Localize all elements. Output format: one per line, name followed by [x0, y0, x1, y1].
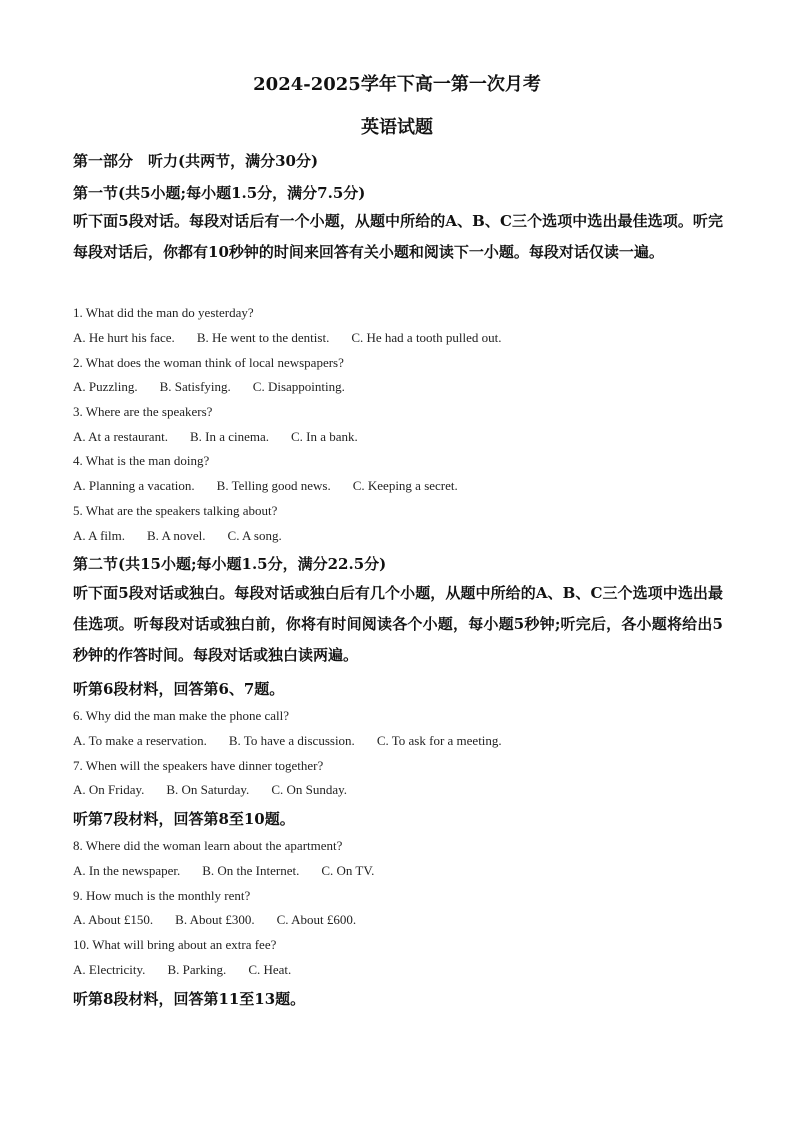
- options-4: [73, 478, 480, 494]
- section1-instructions: 听下面5段对话。每段对话后有一个小题，从题中所给的A、B、C三个选项中选出最佳选项。听完每段对话后，你都有10秒钟的时间来回答有关小题和阅读下一小题。每段对话仅读一遍。: [73, 212, 723, 261]
- option-1b: B. He went to the dentist.: [196, 330, 330, 345]
- option-5b: B. A novel.: [147, 528, 206, 543]
- options-1: [73, 330, 524, 346]
- option-6a: A. To make a reservation.: [73, 733, 207, 748]
- options-8: [73, 863, 396, 879]
- options-6: [73, 733, 524, 749]
- material-6-heading: 听第6段材料，回答第6、7题。: [73, 680, 285, 698]
- section2-instructions: 听下面5段对话或独白。每段对话或独白后有几个小题，从题中所给的A、B、C三个选项中选出最佳选项。听每段对话或独白前，你将有时间阅读各个小题，每小题5秒钟;听完后，各小题将给出5秒钟的作答时间。每段对话或独白读两遍。: [73, 584, 723, 664]
- options-2: [73, 379, 367, 395]
- option-9a: A. About £150.: [73, 912, 154, 927]
- option-8a: A. In the newspaper.: [73, 863, 181, 878]
- option-3a: A. At a restaurant.: [73, 429, 168, 444]
- option-10c: C. Heat.: [248, 962, 292, 977]
- question-9: 9. How much is the monthly rent?: [73, 888, 251, 903]
- options-9: [73, 912, 378, 928]
- option-4c: C. Keeping a secret.: [352, 478, 458, 493]
- option-8b: B. On the Internet.: [202, 863, 300, 878]
- option-2c: C. Disappointing.: [252, 379, 345, 394]
- part1-heading: 第一部分 听力(共两节，满分30分): [73, 152, 319, 170]
- option-2b: B. Satisfying.: [159, 379, 231, 394]
- material-8-heading: 听第8段材料，回答第11至13题。: [73, 990, 306, 1008]
- option-9b: B. About £300.: [175, 912, 255, 927]
- question-2: 2. What does the woman think of local newspapers?: [73, 355, 344, 370]
- question-5: 5. What are the speakers talking about?: [73, 503, 278, 518]
- question-7: 7. When will the speakers have dinner together?: [73, 758, 324, 773]
- section1-heading: 第一节(共5小题;每小题1.5分，满分7.5分): [73, 184, 366, 202]
- question-8: 8. Where did the woman learn about the apartment?: [73, 838, 343, 853]
- option-3c: C. In a bank.: [291, 429, 358, 444]
- question-1: 1. What did the man do yesterday?: [73, 305, 254, 320]
- section2-heading: 第二节(共15小题;每小题1.5分，满分22.5分): [73, 555, 387, 573]
- option-7c: C. On Sunday.: [271, 782, 348, 797]
- options-7: [73, 782, 369, 798]
- option-7a: A. On Friday.: [73, 782, 145, 797]
- exam-subtitle: 英语试题: [361, 117, 433, 138]
- option-6c: C. To ask for a meeting.: [376, 733, 502, 748]
- option-6b: B. To have a discussion.: [228, 733, 355, 748]
- option-3b: B. In a cinema.: [189, 429, 270, 444]
- option-8c: C. On TV.: [321, 863, 375, 878]
- exam-title: 2024-2025学年下高一第一次月考: [253, 74, 541, 95]
- option-2a: A. Puzzling.: [73, 379, 138, 394]
- material-7-heading: 听第7段材料，回答第8至10题。: [73, 810, 295, 828]
- option-1a: A. He hurt his face.: [73, 330, 175, 345]
- option-4b: B. Telling good news.: [216, 478, 331, 493]
- option-10b: B. Parking.: [167, 962, 227, 977]
- options-3: [73, 429, 380, 445]
- option-4a: A. Planning a vacation.: [73, 478, 195, 493]
- options-10: [73, 962, 313, 978]
- option-5c: C. A song.: [227, 528, 282, 543]
- option-9c: C. About £600.: [276, 912, 357, 927]
- question-3: 3. Where are the speakers?: [73, 404, 213, 419]
- question-6: 6. Why did the man make the phone call?: [73, 708, 289, 723]
- option-7b: B. On Saturday.: [166, 782, 250, 797]
- option-10a: A. Electricity.: [73, 962, 146, 977]
- option-5a: A. A film.: [73, 528, 126, 543]
- options-5: [73, 528, 304, 544]
- option-1c: C. He had a tooth pulled out.: [351, 330, 502, 345]
- question-10: 10. What will bring about an extra fee?: [73, 937, 277, 952]
- question-4: 4. What is the man doing?: [73, 453, 210, 468]
